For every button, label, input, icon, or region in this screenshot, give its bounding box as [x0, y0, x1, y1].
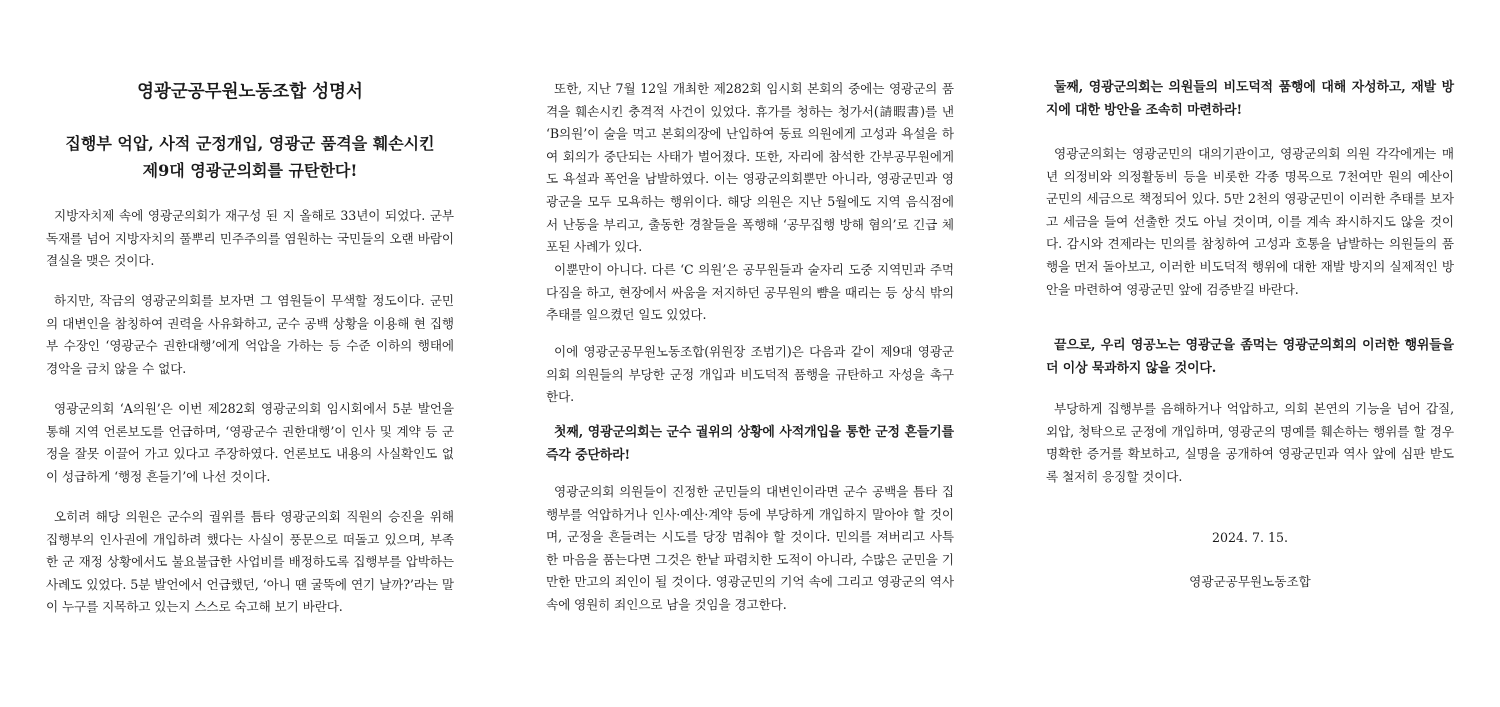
paragraph: 또한, 지난 7월 12일 개최한 제282회 임시회 본회의 중에는 영광군의 품격을 훼손시킨 충격적 사건이 있었다. 휴가를 청하는 청가서(請暇書)를 낸 ‘B의원’이 술을 먹고 본회의장에 난입하여 동료 의원에게 고성과 욕설을 하여 회의가 중단되는 사태가 벌어졌다. 또한, 자리에 참석한 간부공무원에게도 욕설과 폭언을 남발하였다. 이는 영광군의회뿐만 아니라, 영광군민과 영광군을 모두 모욕하는 행위이다. 해당 의원은 지난 5월에도 지역 음식점에서 난동을 부리고, 출동한 경찰들을 폭행해 ‘공무집행 방해 혐의’로 긴급 체포된 사례가 있다.: [546, 81, 954, 255]
paragraph: 지방자치제 속에 영광군의회가 재구성 된 지 올해로 33년이 되었다. 군부독재를 넘어 지방자치의 풀뿌리 민주주의를 염원하는 국민들의 오랜 바람이 결실을 맺은 것이다.: [46, 208, 454, 269]
paragraph: 이에 영광군공무원노동조합(위원장 조범기)은 다음과 같이 제9대 영광군의회 의원들의 부당한 군정 개입과 비도덕적 품행을 규탄하고 자성을 촉구한다.: [546, 344, 954, 405]
paragraph: 영광군의회 ‘A의원’은 이번 제282회 영광군의회 임시회에서 5분 발언을 통해 지역 언론보도를 언급하며, ‘영광군수 권한대행’이 인사 및 계약 등 군정을 잘못 이끌어 가고 있다고 주장하였다. 언론보도 내용의 사실확인도 없이 성급하게 ‘행정 흔들기’에 나선 것이다.: [46, 401, 454, 484]
document-subtitle-line-1: 집행부 억압, 사적 군정개입, 영광군 품격을 훼손시킨: [65, 134, 435, 153]
paragraph: 이뿐만이 아니다. 다른 ‘C 의원’은 공무원들과 술자리 도중 지역민과 주먹다짐을 하고, 현장에서 싸움을 저지하던 공무원의 뺨을 때리는 등 상식 밖의 추태를 일으켰던 일도 있었다.: [546, 262, 954, 323]
paragraph: 영광군의회 의원들이 진정한 군민들의 대변인이라면 군수 공백을 틈타 집행부를 억압하거나 인사·예산·계약 등에 부당하게 개입하지 말아야 할 것이며, 군정을 흔들려는 시도를 당장 멈춰야 할 것이다. 민의를 져버리고 사특한 마음을 품는다면 그것은 한낱 파렴치한 도적이 아니라, 수많은 군민을 기만한 만고의 죄인이 될 것이다. 영광군민의 기억 속에 그리고 영광군의 역사 속에 영원히 죄인으로 남을 것임을 경고한다.: [546, 484, 954, 612]
demand-heading-1: 첫째, 영광군의회는 군수 궐위의 상황에 사적개입을 통한 군정 흔들기를 즉각 중단하라!: [546, 425, 954, 463]
paragraph: 오히려 해당 의원은 군수의 궐위를 틈타 영광군의회 직원의 승진을 위해 집행부의 인사권에 개입하려 했다는 사실이 풍문으로 떠돌고 있으며, 부족한 군 재정 상황에서도 불요불급한 사업비를 배정하도록 집행부를 압박하는 사례도 있었다. 5분 발언에서 언급했던, ‘아니 땐 굴뚝에 연기 날까?’라는 말이 누구를 지목하고 있는지 스스로 숙고해 보기 바란다.: [46, 509, 454, 615]
document-subtitle-line-2: 제9대 영광군의회를 규탄한다!: [142, 161, 358, 180]
statement-date: 2024. 7. 15.: [1211, 530, 1289, 545]
demand-heading-2: 둘째, 영광군의회는 의원들의 비도덕적 품행에 대해 자성하고, 재발 방지에 대한 방안을 조속히 마련하라!: [1046, 80, 1454, 118]
paragraph: 영광군의회는 영광군민의 대의기관이고, 영광군의회 의원 각각에게는 매년 의정비와 의정활동비 등을 비롯한 각종 명목으로 7천여만 원의 예산이 군민의 세금으로 책정되어 있다. 5만 2천의 영광군민이 이러한 추태를 보자고 세금을 들여 선출한 것도 아닐 것이며, 이를 계속 좌시하지도 않을 것이다. 감시와 견제라는 민의를 참칭하여 고성과 호통을 남발하는 의원들의 품행을 먼저 돌아보고, 이러한 비도덕적 행위에 대한 재발 방지의 실제적인 방안을 마련하여 영광군민 앞에 검증받길 바란다.: [1046, 146, 1454, 297]
organization-name: 영광군공무원노동조합: [1189, 574, 1311, 589]
closing-heading: 끝으로, 우리 영공노는 영광군을 좀먹는 영광군의회의 이러한 행위들을 더 이상 묵과하지 않을 것이다.: [1046, 338, 1454, 376]
document-title: 영광군공무원노동조합 성명서: [137, 82, 363, 102]
paragraph: 하지만, 작금의 영광군의회를 보자면 그 염원들이 무색할 정도이다. 군민의 대변인을 참칭하여 권력을 사유화하고, 군수 공백 상황을 이용해 현 집행부 수장인 ‘영광군수 권한대행’에게 억압을 가하는 등 수준 이하의 행태에 경악을 금치 않을 수 없다.: [46, 293, 454, 376]
paragraph: 부당하게 집행부를 음해하거나 억압하고, 의회 본연의 기능을 넘어 갑질, 외압, 청탁으로 군정에 개입하며, 영광군의 명예를 훼손하는 행위를 할 경우 명확한 증거를 확보하고, 실명을 공개하여 영광군민과 역사 앞에 심판 받도록 철저히 응징할 것이다.: [1046, 401, 1454, 484]
